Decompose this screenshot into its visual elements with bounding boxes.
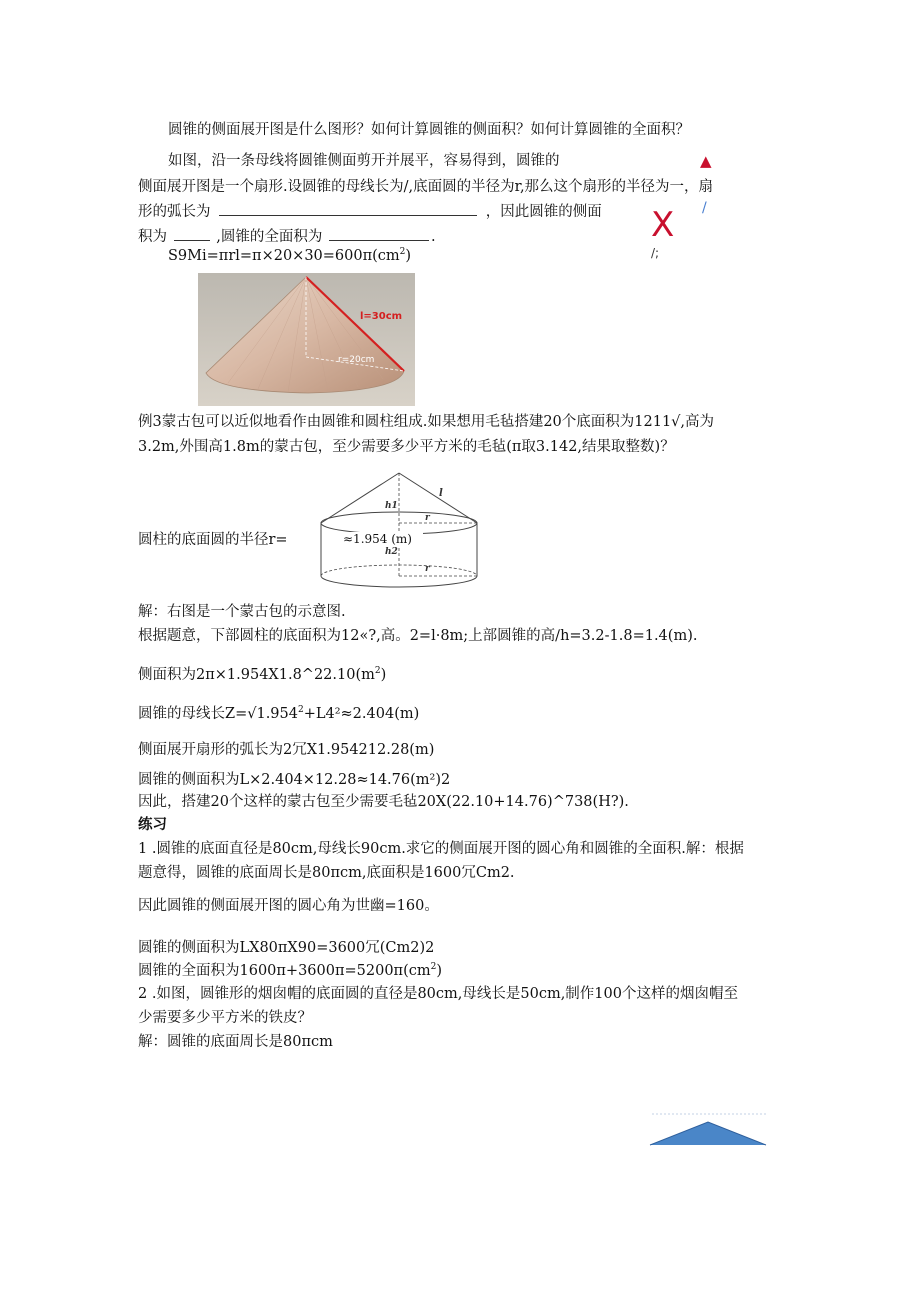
intro-paragraph-line-4: 积为 ,圆锥的全面积为 . <box>138 226 436 247</box>
h2-label: h2 <box>385 547 398 557</box>
lateral-area-blank <box>174 226 210 241</box>
intro-question: 圆锥的侧面展开图是什么图形？如何计算圆锥的侧面积？如何计算圆锥的全面积？ <box>168 122 690 138</box>
formula-text: S9Mi=πrl=π×20×30=600π(cm <box>168 248 400 264</box>
top-r-label: r <box>425 513 430 523</box>
solution-line-3 <box>138 665 386 685</box>
practice-q1-line-2: 题意得，圆锥的底面周长是80πcm,底面积是1600冗Cm2. <box>138 865 515 881</box>
h1-label: h1 <box>385 501 398 511</box>
practice-q1-line-1: 1 .圆锥的底面直径是80cm,母线长90cm.求它的侧面展开图的圆心角和圆锥的全面积.解：根据 <box>138 841 744 857</box>
arc-length-label: 形的弧长为 <box>138 204 211 220</box>
lateral-area-label: 积为 <box>138 229 167 245</box>
practice-q1-line-4: 圆锥的侧面积为LX80πX90=3600冗(Cm2)2 <box>138 940 435 956</box>
red-triangle-mark: ▲ <box>700 152 712 170</box>
yurt-diagram <box>315 470 483 590</box>
arc-length-blank <box>219 201 477 216</box>
bottom-r-label: r <box>425 564 430 574</box>
cone-right-edge <box>399 473 477 523</box>
total-area-blank <box>329 226 429 241</box>
solution-line-7: 因此，搭建20个这样的蒙古包至少需要毛毡20X(22.10+14.76)^738(H?). <box>138 794 629 810</box>
slash-mark: /; <box>651 246 660 260</box>
solution-line-2: 根据题意，下部圆柱的底面积为12«?,高。2=l·8m;上部圆锥的高∕h=3.2-1.8=1.4(m). <box>138 628 698 644</box>
intro-paragraph-line-3 <box>138 201 602 222</box>
slant-height-sup: 2 <box>297 705 304 716</box>
radius-value: ≈1.954 (m) <box>343 532 412 546</box>
formula-sup: 2 <box>399 247 406 258</box>
practice-q1-line-5 <box>138 961 442 981</box>
total-area-text: 圆锥的全面积为1600π+3600π=5200π(cm <box>138 963 431 979</box>
slant-height-label: l=30cm <box>360 311 403 322</box>
blue-slash-mark: / <box>702 200 707 216</box>
practice-q2-line-3: 解：圆锥的底面周长是80πcm <box>138 1034 333 1050</box>
practice-heading: 练习 <box>138 817 167 833</box>
lateral-area-text: 侧面积为2π×1.954X1.8^22.10(m <box>138 667 375 683</box>
slant-label: l <box>439 488 443 499</box>
total-area-sup: 2 <box>430 962 437 973</box>
solution-line-4 <box>138 704 419 724</box>
cone-left-edge <box>321 473 399 523</box>
total-area-label: ,圆锥的全面积为 <box>216 229 323 245</box>
slant-height-end: +L4²≈2.404(m) <box>303 706 420 722</box>
example3-line-1: 例3蒙古包可以近似地看作由圆锥和圆柱组成.如果想用毛毡搭建20个底面积为1211√,高为 <box>138 414 715 430</box>
radius-label: 圆柱的底面圆的半径r= <box>138 532 288 548</box>
solution-line-5: 侧面展开扇形的弧长为2冗X1.954212.28(m) <box>138 742 435 758</box>
lateral-label: ，因此圆锥的侧面 <box>485 204 602 220</box>
intro-paragraph-line-2: 侧面展开图是一个扇形.设圆锥的母线长为/,底面圆的半径为r,那么这个扇形的半径为一，扇 <box>138 179 714 195</box>
formula-line <box>168 246 411 266</box>
cone-shape <box>650 1122 766 1145</box>
practice-q1-line-3: 因此圆锥的侧面展开图的圆心角为世幽=160。 <box>138 898 439 914</box>
formula-end: ) <box>405 248 412 264</box>
red-x-mark: X <box>651 205 675 245</box>
total-area-end: ) <box>436 963 443 979</box>
chimney-cap-cone <box>648 1112 770 1148</box>
solution-line-1: 解：右图是一个蒙古包的示意图. <box>138 604 346 620</box>
practice-q2-line-2: 少需要多少平方米的铁皮？ <box>138 1010 312 1026</box>
radius-label: r=20cm <box>338 355 375 365</box>
cylinder-bottom-front <box>321 576 477 587</box>
lateral-area-sup: 2 <box>374 666 381 677</box>
conical-hat-photo <box>198 273 415 406</box>
slant-height-text: 圆锥的母线长Z=√1.954 <box>138 706 298 722</box>
lateral-area-end: ) <box>380 667 387 683</box>
intro-paragraph-line-1: 如图，沿一条母线将圆锥侧面剪开并展平，容易得到，圆锥的 <box>168 153 560 169</box>
practice-q2-line-1: 2 .如图，圆锥形的烟囱帽的底面圆的直径是80cm,母线长是50cm,制作100个这样的烟囱帽至 <box>138 986 738 1002</box>
solution-line-6: 圆锥的侧面积为L×2.404×12.28≈14.76(m²)2 <box>138 772 451 788</box>
example3-line-2: 3.2m,外围高1.8m的蒙古包，至少需要多少平方米的毛毡(π取3.142,结果取整数)？ <box>138 439 675 455</box>
